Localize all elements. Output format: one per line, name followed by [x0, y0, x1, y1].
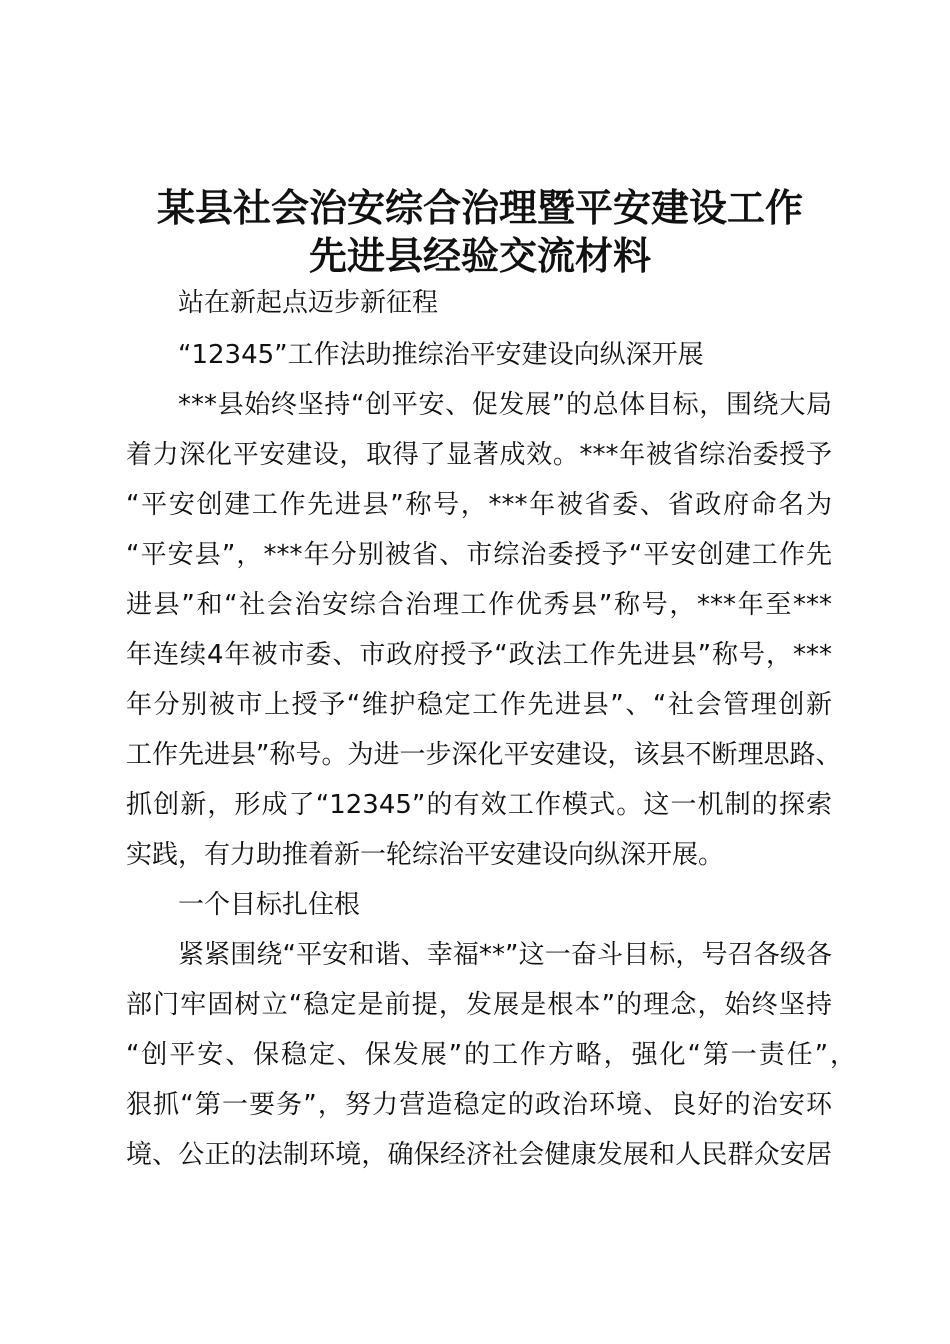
- body-line: 工作先进县”称号。为进一步深化平安建设，该县不断理思路、: [126, 740, 842, 770]
- body-line: “平安创建工作先进县”称号，***年被省委、省政府命名为: [126, 490, 832, 520]
- body-line: ***县始终坚持“创平安、促发展”的总体目标，围绕大局: [178, 390, 832, 420]
- body-line: 年分别被市上授予“维护稳定工作先进县”、“社会管理创新: [126, 690, 832, 720]
- body-line: 紧紧围绕“平安和谐、幸福**”这一奋斗目标，号召各级各: [178, 940, 832, 970]
- body-line: 着力深化平安建设，取得了显著成效。***年被省综治委授予: [126, 440, 832, 470]
- section-heading: “12345”工作法助推综治平安建设向纵深开展: [178, 340, 704, 370]
- body-line: 境、公正的法制环境，确保经济社会健康发展和人民群众安居: [126, 1140, 832, 1170]
- document-title-line-1: 某县社会治安综合治理暨平安建设工作: [156, 185, 803, 230]
- body-line: 狠抓“第一要务”，努力营造稳定的政治环境、良好的治安环: [126, 1090, 832, 1120]
- body-line: 年连续4年被市委、市政府授予“政法工作先进县”称号，***: [126, 640, 832, 670]
- body-line: 进县”和“社会治安综合治理工作优秀县”称号，***年至***: [126, 590, 832, 620]
- body-line: 部门牢固树立“稳定是前提，发展是根本”的理念，始终坚持: [126, 990, 832, 1020]
- body-line: “创平安、保稳定、保发展”的工作方略，强化“第一责任”，: [126, 1040, 856, 1070]
- document-title-line-2: 先进县经验交流材料: [308, 233, 651, 278]
- body-line: “平安县”，***年分别被省、市综治委授予“平安创建工作先: [126, 540, 832, 570]
- section-heading: 一个目标扎住根: [178, 890, 361, 920]
- section-heading: 站在新起点迈步新征程: [178, 288, 439, 318]
- body-line: 抓创新，形成了“12345”的有效工作模式。这一机制的探索: [126, 790, 832, 820]
- body-line: 实践，有力助推着新一轮综治平安建设向纵深开展。: [126, 840, 725, 870]
